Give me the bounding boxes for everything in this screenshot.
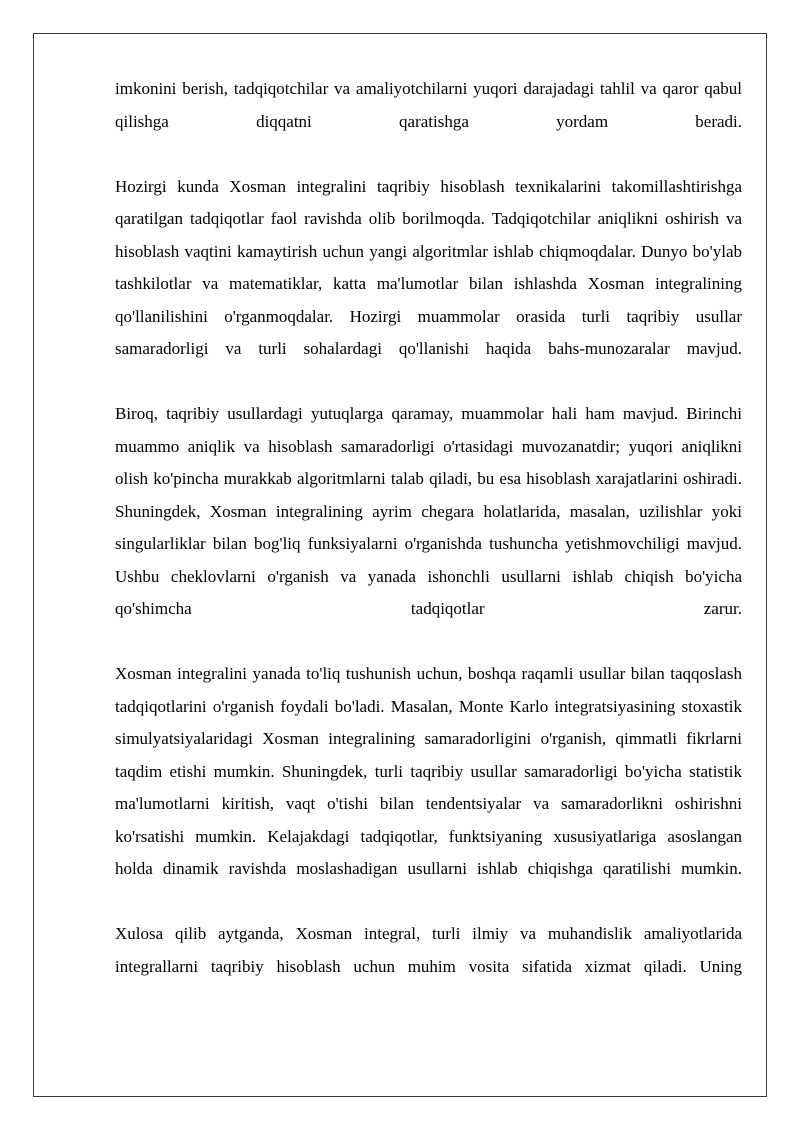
paragraph-3: Biroq, taqribiy usullardagi yutuqlarga qaramay, muammolar hali ham mavjud. Birinchi muammo aniqlik va hisoblash samaradorligi o'rtasidagi muvozanatdir; yuqori aniqlikni olish ko'pincha murakkab algoritmlarni talab qiladi, bu esa hisoblash xarajatlarini oshiradi. Shuningdek, Xosman integralining ayrim chegara holatlarida, masalan, uzilishlar yoki singularliklar bilan bog'liq funksiyalarni o'rganishda tushuncha yetishmovchiligi mavjud. Ushbu cheklovlarni o'rganish va yanada ishonchli usullarni ishlab chiqish bo'yicha qo'shimcha tadqiqotlar zarur.	[115, 404, 742, 618]
paragraph-4: Xosman integralini yanada to'liq tushunish uchun, boshqa raqamli usullar bilan taqqoslash tadqiqotlarini o'rganish foydali bo'ladi. Masalan, Monte Karlo integratsiyasining stoxastik simulyatsiyalaridagi Xosman integralining samaradorligini o'rganish, qimmatli fikrlarni taqdim etishi mumkin. Shuningdek, turli taqribiy usullar samaradorligi bo'yicha statistik ma'lumotlarni kiritish, vaqt o'tishi bilan tendentsiyalar va samaradorlikni oshirishni ko'rsatishi mumkin. Kelajakdagi tadqiqotlar, funktsiyaning xususiyatlariga asoslangan holda dinamik ravishda moslashadigan usullarni ishlab chiqishga qaratilishi mumkin.	[115, 664, 742, 878]
paragraph-5: Xulosa qilib aytganda, Xosman integral, turli ilmiy va muhandislik amaliyotlarida integrallarni taqribiy hisoblash uchun muhim vosita sifatida xizmat qiladi. Uning	[115, 924, 742, 976]
paragraph-1: imkonini berish, tadqiqotchilar va amaliyotchilarni yuqori darajadagi tahlil va qaror qabul qilishga diqqatni qaratishga yordam beradi.	[115, 79, 742, 131]
document-body	[115, 73, 742, 983]
paragraph-2: Hozirgi kunda Xosman integralini taqribiy hisoblash texnikalarini takomillashtirishga qaratilgan tadqiqotlar faol ravishda olib borilmoqda. Tadqiqotchilar aniqlikni oshirish va hisoblash vaqtini kamaytirish uchun yangi algoritmlar ishlab chiqmoqdalar. Dunyo bo'ylab tashkilotlar va matematiklar, katta ma'lumotlar bilan ishlashda Xosman integralining qo'llanilishini o'rganmoqdalar. Hozirgi muammolar orasida turli taqribiy usullar samaradorligi va turli sohalardagi qo'llanishi haqida bahs-munozaralar mavjud.	[115, 176, 742, 358]
